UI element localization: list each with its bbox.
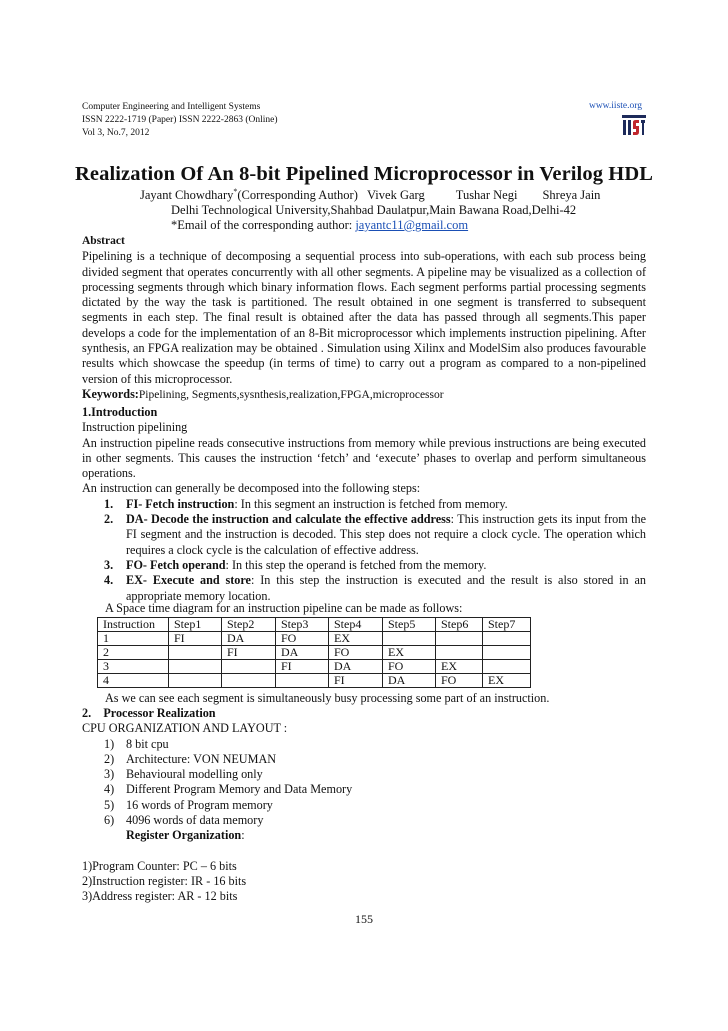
- table-cell: [436, 632, 483, 646]
- table-cell: [222, 674, 276, 688]
- after-table-text: As we can see each segment is simultaneously busy processing some part of an instruction.: [105, 691, 550, 705]
- table-header-row: [98, 618, 531, 632]
- author-1: Jayant Chowdhary: [140, 188, 234, 203]
- register-organization-heading: [82, 828, 646, 843]
- keywords-label: Keywords:: [82, 386, 139, 401]
- table-cell: [276, 674, 329, 688]
- register-line: 1)Program Counter: PC – 6 bits: [82, 858, 237, 873]
- keywords-line: [82, 387, 646, 403]
- step-title: FI- Fetch instruction: [126, 496, 235, 511]
- table-cell: [169, 674, 222, 688]
- table-header-cell: Step5: [383, 618, 436, 632]
- list-number: 4): [104, 782, 115, 797]
- table-cell: [483, 646, 531, 660]
- iiste-logo: [622, 115, 646, 137]
- table-cell: DA: [383, 674, 436, 688]
- cpu-organization-heading: CPU ORGANIZATION AND LAYOUT :: [82, 721, 288, 736]
- list-item: [82, 813, 646, 828]
- list-number: 6): [104, 813, 115, 828]
- table-header-cell: Step1: [169, 618, 222, 632]
- list-number: 5): [104, 797, 115, 812]
- list-item: [82, 782, 646, 797]
- email-label: *Email of the corresponding author:: [171, 218, 356, 232]
- list-item: [82, 767, 646, 782]
- issn-line: ISSN 2222-1719 (Paper) ISSN 2222-2863 (Online): [82, 115, 278, 125]
- list-text: 4096 words of data memory: [126, 813, 264, 828]
- author-3: Tushar Negi: [455, 188, 518, 203]
- step-item: [82, 497, 646, 512]
- list-text: Architecture: VON NEUMAN: [126, 751, 277, 766]
- table-cell: DA: [276, 646, 329, 660]
- table-row: [98, 674, 531, 688]
- author-2: Vivek Garg: [367, 188, 425, 203]
- volume-line: Vol 3, No.7, 2012: [82, 128, 150, 138]
- table-cell: [383, 632, 436, 646]
- table-header-cell: Instruction: [98, 618, 169, 632]
- table-cell: FI: [329, 674, 383, 688]
- intro-subheading: Instruction pipelining: [82, 420, 188, 435]
- table-cell: FI: [276, 660, 329, 674]
- table-cell: 2: [98, 646, 169, 660]
- table-cell: EX: [483, 674, 531, 688]
- step-title: EX- Execute and store: [126, 573, 251, 588]
- email-link[interactable]: jayantc11@gmail.com: [355, 218, 469, 232]
- table-cell: EX: [383, 646, 436, 660]
- table-cell: DA: [222, 632, 276, 646]
- step-text: : In this step the instruction is executed and the result is also stored in an appropriate memory location.: [126, 573, 647, 603]
- table-cell: FO: [329, 646, 383, 660]
- step-number: 2.: [104, 512, 114, 527]
- table-header-cell: Step6: [436, 618, 483, 632]
- intro-heading: 1.Introduction: [82, 405, 158, 419]
- table-cell: FI: [222, 646, 276, 660]
- author-line: [140, 187, 600, 203]
- step-number: 3.: [104, 557, 114, 572]
- list-text: Different Program Memory and Data Memory: [126, 782, 353, 797]
- table-header-cell: Step7: [483, 618, 531, 632]
- table-cell: EX: [329, 632, 383, 646]
- step-title: DA- Decode the instruction and calculate the effective address: [126, 512, 451, 527]
- corresponding-mark: *: [233, 187, 238, 196]
- keywords-text: Pipelining, Segments,sysnthesis,realization,FPGA,microprocessor: [138, 388, 444, 401]
- step-item: [82, 573, 646, 604]
- step-item: [82, 558, 646, 573]
- table-cell: [222, 660, 276, 674]
- space-time-table: [97, 617, 531, 688]
- step-title: FO- Fetch operand: [126, 557, 226, 572]
- list-item: [82, 737, 646, 752]
- introduction-section: [82, 405, 646, 604]
- table-row: [98, 660, 531, 674]
- intro-paragraph-1: An instruction pipeline reads consecutive instructions from memory while previous instructions are being executed in other segments. This causes the instruction ‘fetch’ and ‘execute’ phases to overlap and perform simultaneous operations.: [82, 435, 646, 481]
- step-text: : This instruction gets its input from the FI segment and the instruction is decoded. This step does not require a clock cycle. The operation which requires a clock cycle is the calculation of effective address.: [126, 512, 647, 557]
- table-header-cell: Step3: [276, 618, 329, 632]
- list-number: 3): [104, 767, 115, 782]
- table-cell: FO: [276, 632, 329, 646]
- table-header-cell: Step2: [222, 618, 276, 632]
- spacer: [82, 844, 646, 859]
- step-item: [82, 512, 646, 558]
- table-cell: 1: [98, 632, 169, 646]
- list-text: 8 bit cpu: [126, 736, 169, 751]
- table-cell: [169, 660, 222, 674]
- step-text: : In this step the operand is fetched from the memory.: [225, 557, 487, 572]
- table-cell: FO: [436, 674, 483, 688]
- page-number: 155: [355, 912, 373, 926]
- author-1-note: (Corresponding Author): [237, 188, 358, 203]
- register-organization-label: Register Organization: [126, 828, 242, 843]
- list-number: 1): [104, 736, 115, 751]
- paper-title: Realization Of An 8-bit Pipelined Microprocessor in Verilog HDL: [74, 163, 654, 185]
- processor-realization-section: [82, 706, 646, 905]
- affiliation: Delhi Technological University,Shahbad Daulatpur,Main Bawana Road,Delhi-42: [171, 203, 577, 217]
- journal-name: Computer Engineering and Intelligent Systems: [82, 102, 261, 112]
- list-item: [82, 752, 646, 767]
- list-text: 16 words of Program memory: [126, 797, 273, 812]
- table-cell: DA: [329, 660, 383, 674]
- table-cell: FI: [169, 632, 222, 646]
- table-cell: FO: [383, 660, 436, 674]
- list-number: 2): [104, 751, 115, 766]
- abstract-section: [82, 234, 646, 403]
- abstract-text: Pipelining is a technique of decomposing a sequential process into sub-operations, with each sub process being divided segment that operates concurrently with all other segments. A pipeline may be visualized as a collection of processing segments through which binary information flows. Each segment performs partial processing segments dictated by the way the task is partitioned. The result obtained in one segment is transferred to subsequent segments in each step. The final result is obtained after the data has passed through all segments.This paper develops a code for the implementation of an 8-Bit microprocessor which implements instruction pipelining. After synthesis, an FPGA realization may be obtained . Simulation using Xilinx and ModelSim also produces favourable results which showcase the speedup (in terms of time) to carry out a program as compared to a non-pipelined version of this microprocessor.: [82, 249, 646, 386]
- table-cell: [483, 660, 531, 674]
- table-cell: 3: [98, 660, 169, 674]
- table-cell: [483, 632, 531, 646]
- diagram-intro: A Space time diagram for an instruction pipeline can be made as follows:: [105, 601, 463, 615]
- table-cell: [436, 646, 483, 660]
- table-header-cell: Step4: [329, 618, 383, 632]
- register-organization-colon: :: [241, 828, 245, 843]
- table-row: [98, 632, 531, 646]
- email-line: [171, 218, 468, 233]
- author-4: Shreya Jain: [542, 188, 601, 203]
- register-line: 2)Instruction register: IR - 16 bits: [82, 873, 247, 888]
- table-cell: EX: [436, 660, 483, 674]
- step-number: 4.: [104, 573, 114, 588]
- list-item: [82, 798, 646, 813]
- step-text: : In this segment an instruction is fetched from memory.: [234, 496, 508, 511]
- list-text: Behavioural modelling only: [126, 767, 263, 782]
- section-2-heading: 2. Processor Realization: [82, 706, 216, 720]
- register-line: 3)Address register: AR - 12 bits: [82, 889, 238, 904]
- journal-url-link[interactable]: www.iiste.org: [588, 101, 642, 111]
- step-number: 1.: [104, 496, 114, 511]
- abstract-heading: Abstract: [82, 235, 125, 247]
- table-cell: [169, 646, 222, 660]
- table-cell: 4: [98, 674, 169, 688]
- table-row: [98, 646, 531, 660]
- intro-paragraph-2: An instruction can generally be decomposed into the following steps:: [82, 481, 421, 496]
